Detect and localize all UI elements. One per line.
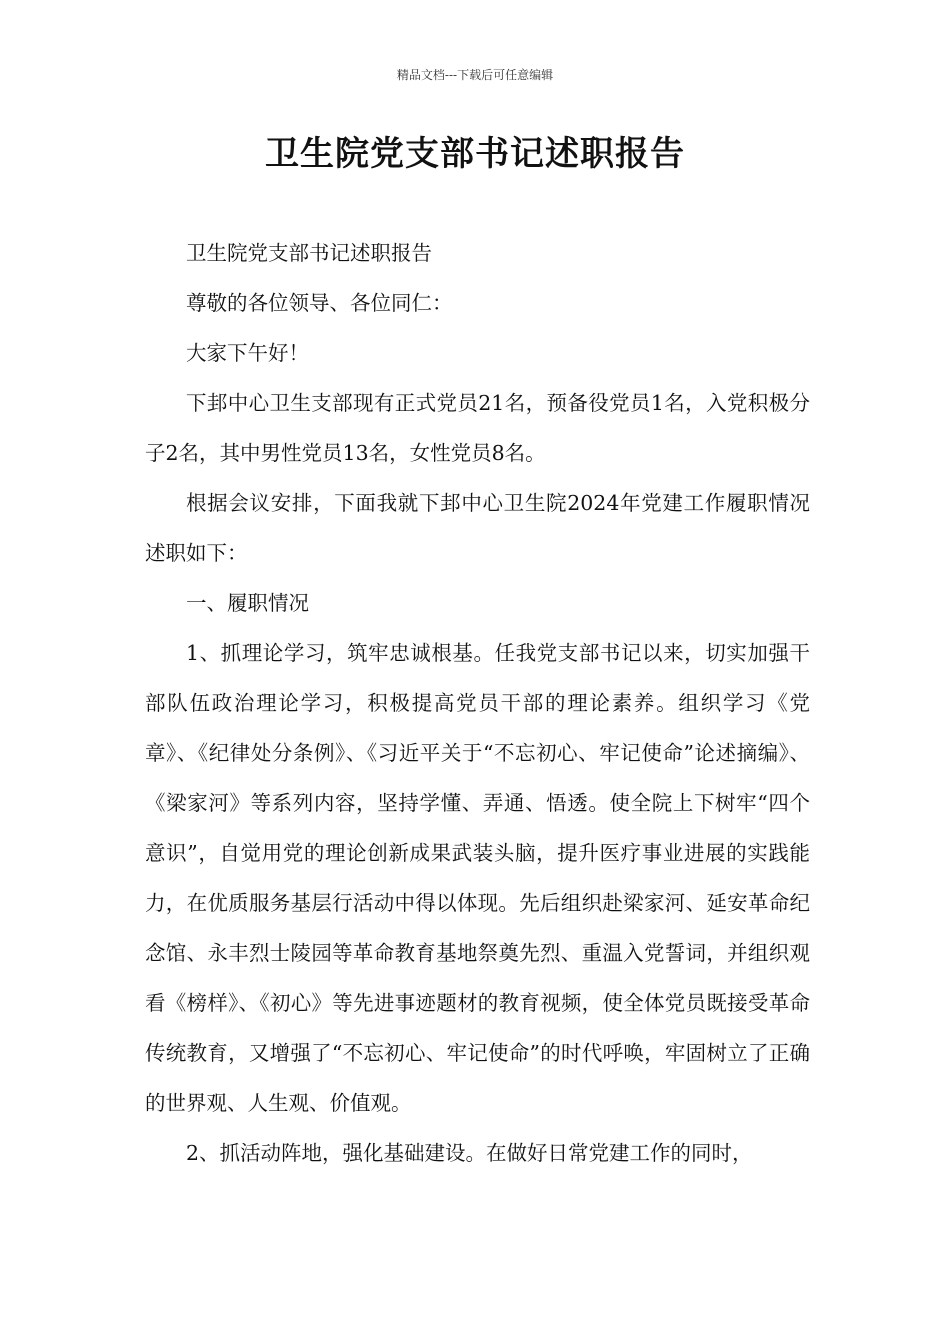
paragraph-salutation: 尊敬的各位领导、各位同仁： [186, 291, 453, 315]
paragraph-membership: 下邽中心卫生支部现有正式党员21名，预备役党员1名，入党积极分子2名，其中男性党员13名，女性党员8名。 [145, 391, 810, 465]
document-body [145, 228, 810, 1178]
paragraph-subtitle: 卫生院党支部书记述职报告 [186, 241, 432, 265]
section-heading: 一、履职情况 [186, 591, 309, 615]
paragraph-activity-base: 2、抓活动阵地，强化基础建设。在做好日常党建工作的同时， [186, 1141, 753, 1165]
paragraph-theory-study: 1、抓理论学习，筑牢忠诚根基。任我党支部书记以来，切实加强干部队伍政治理论学习，积极提高党员干部的理论素养。组织学习《党章》、《纪律处分条例》、《习近平关于“不忘初心、牢记使命”论述摘编》、《梁家河》等系列内容，坚持学懂、弄通、悟透。使全院上下树牢“四个意识”，自觉用党的理论创新成果武装头脑，提升医疗事业进展的实践能力，在优质服务基层行活动中得以体现。先后组织赴梁家河、延安革命纪念馆、永丰烈士陵园等革命教育基地祭奠先烈、重温入党誓词，并组织观看《榜样》、《初心》等先进事迹题材的教育视频，使全体党员既接受革命传统教育，又增强了“不忘初心、牢记使命”的时代呼唤，牢固树立了正确的世界观、人生观、价值观。 [145, 641, 810, 1115]
document-title: 卫生院党支部书记述职报告 [265, 134, 685, 174]
paragraph-greeting: 大家下午好！ [186, 341, 309, 365]
paragraph-intro: 根据会议安排，下面我就下邽中心卫生院2024年党建工作履职情况述职如下： [145, 491, 810, 565]
header-note: 精品文档---下载后可任意编辑 [396, 68, 554, 82]
